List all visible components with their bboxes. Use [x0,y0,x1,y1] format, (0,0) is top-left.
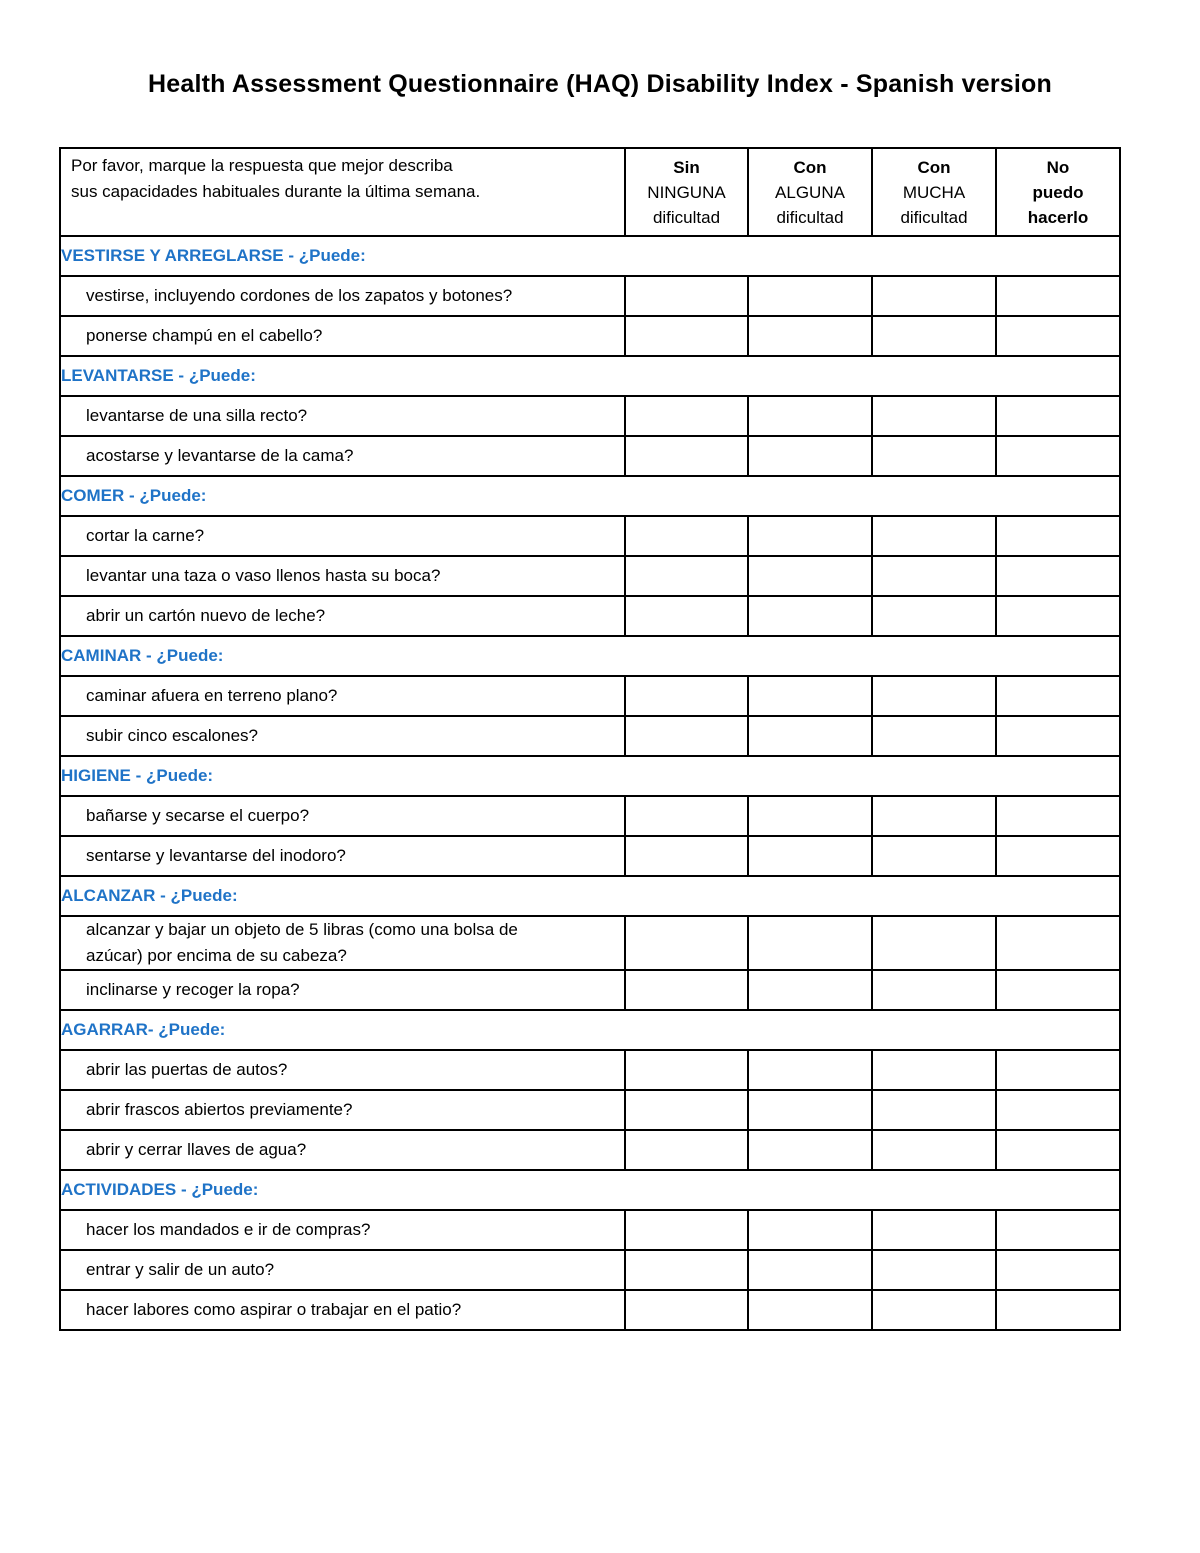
question-row [60,796,1120,836]
question-row [60,916,1120,970]
question-text [60,1090,625,1130]
answer-cell-much[interactable] [872,596,996,636]
answer-cell-unable[interactable] [996,1130,1120,1170]
question-line: levantar una taza o vaso llenos hasta su boca? [86,566,441,585]
question-text [60,516,625,556]
answer-cell-some[interactable] [748,1050,872,1090]
instructions-line: sus capacidades habituales durante la última semana. [71,182,481,201]
answer-cell-none[interactable] [625,676,748,716]
answer-cell-none[interactable] [625,596,748,636]
section-title: ALCANZAR - ¿Puede: [60,876,1120,916]
section-title: ACTIVIDADES - ¿Puede: [60,1170,1120,1210]
answer-cell-some[interactable] [748,1250,872,1290]
question-line: acostarse y levantarse de la cama? [86,446,354,465]
question-text [60,1250,625,1290]
answer-cell-some[interactable] [748,436,872,476]
answer-cell-some[interactable] [748,516,872,556]
answer-cell-much[interactable] [872,1290,996,1330]
question-row [60,836,1120,876]
option-header-line: MUCHA [902,182,966,202]
question-row [60,676,1120,716]
question-row [60,1290,1120,1330]
question-text [60,1130,625,1170]
question-line: entrar y salir de un auto? [86,1260,275,1279]
question-line: abrir las puertas de autos? [86,1060,288,1079]
answer-cell-some[interactable] [748,1210,872,1250]
question-line: cortar la carne? [86,526,205,545]
answer-cell-none[interactable] [625,796,748,836]
option-header-line: dificultad [900,207,968,227]
option-header-some [748,148,872,236]
section-header-row [60,1010,1120,1050]
answer-cell-unable[interactable] [996,396,1120,436]
section-header-row [60,636,1120,676]
answer-cell-much[interactable] [872,276,996,316]
question-text [60,1050,625,1090]
answer-cell-some[interactable] [748,1090,872,1130]
section-header-row [60,356,1120,396]
answer-cell-unable[interactable] [996,716,1120,756]
question-row [60,1210,1120,1250]
answer-cell-unable[interactable] [996,676,1120,716]
question-line: levantarse de una silla recto? [86,406,308,425]
answer-cell-none[interactable] [625,1050,748,1090]
question-text [60,396,625,436]
option-header-line: hacerlo [1027,207,1089,227]
haq-table [59,147,1121,1331]
question-text [60,1290,625,1330]
answer-cell-much[interactable] [872,1050,996,1090]
option-header-line: Sin [673,157,700,177]
option-header-line: NINGUNA [647,182,726,202]
answer-cell-much[interactable] [872,516,996,556]
answer-cell-some[interactable] [748,316,872,356]
answer-cell-much[interactable] [872,676,996,716]
answer-cell-none[interactable] [625,1210,748,1250]
section-header-row [60,1170,1120,1210]
question-row [60,1250,1120,1290]
question-text [60,596,625,636]
haq-table-body [60,148,1120,1330]
question-text [60,316,625,356]
question-line: alcanzar y bajar un objeto de 5 libras (como una bolsa de [86,920,518,939]
answer-cell-some[interactable] [748,396,872,436]
section-header-row [60,756,1120,796]
section-title: LEVANTARSE - ¿Puede: [60,356,1120,396]
instructions-line: Por favor, marque la respuesta que mejor describa [71,156,453,175]
answer-cell-unable[interactable] [996,1090,1120,1130]
question-line: subir cinco escalones? [86,726,258,745]
section-title: HIGIENE - ¿Puede: [60,756,1120,796]
option-header-line: No [1046,157,1070,177]
question-row [60,1090,1120,1130]
section-header-row [60,476,1120,516]
answer-cell-much[interactable] [872,556,996,596]
option-header-none [625,148,748,236]
section-title: VESTIRSE Y ARREGLARSE - ¿Puede: [60,236,1120,276]
section-title: AGARRAR- ¿Puede: [60,1010,1120,1050]
answer-cell-some[interactable] [748,676,872,716]
question-row [60,1130,1120,1170]
answer-cell-much[interactable] [872,836,996,876]
answer-cell-unable[interactable] [996,436,1120,476]
answer-cell-some[interactable] [748,276,872,316]
answer-cell-unable[interactable] [996,796,1120,836]
answer-cell-unable[interactable] [996,1250,1120,1290]
answer-cell-some[interactable] [748,796,872,836]
section-header-row [60,876,1120,916]
question-row [60,1050,1120,1090]
answer-cell-much[interactable] [872,1250,996,1290]
answer-cell-none[interactable] [625,396,748,436]
answer-cell-some[interactable] [748,836,872,876]
section-title: CAMINAR - ¿Puede: [60,636,1120,676]
question-line: vestirse, incluyendo cordones de los zapatos y botones? [86,286,513,305]
question-row [60,396,1120,436]
answer-cell-none[interactable] [625,316,748,356]
answer-cell-much[interactable] [872,1210,996,1250]
question-text [60,836,625,876]
answer-cell-some[interactable] [748,1290,872,1330]
option-header-line: Con [793,157,827,177]
question-line: inclinarse y recoger la ropa? [86,980,300,999]
answer-cell-unable[interactable] [996,970,1120,1010]
answer-cell-none[interactable] [625,1250,748,1290]
answer-cell-unable[interactable] [996,1290,1120,1330]
answer-cell-much[interactable] [872,1130,996,1170]
option-header-much [872,148,996,236]
answer-cell-much[interactable] [872,716,996,756]
option-header-line: puedo [1032,182,1084,202]
option-header-line: dificultad [652,207,721,227]
question-line: bañarse y secarse el cuerpo? [86,806,310,825]
answer-cell-none[interactable] [625,970,748,1010]
question-text [60,276,625,316]
answer-cell-unable[interactable] [996,276,1120,316]
header-row [60,148,1120,236]
question-line: abrir y cerrar llaves de agua? [86,1140,307,1159]
question-text [60,436,625,476]
answer-cell-much[interactable] [872,970,996,1010]
answer-cell-much[interactable] [872,1090,996,1130]
answer-cell-unable[interactable] [996,516,1120,556]
question-row [60,556,1120,596]
answer-cell-some[interactable] [748,716,872,756]
answer-cell-none[interactable] [625,1090,748,1130]
answer-cell-unable[interactable] [996,1050,1120,1090]
section-header-row [60,236,1120,276]
answer-cell-unable[interactable] [996,316,1120,356]
answer-cell-much[interactable] [872,316,996,356]
answer-cell-none[interactable] [625,836,748,876]
question-text [60,796,625,836]
question-row [60,276,1120,316]
question-line: hacer labores como aspirar o trabajar en el patio? [86,1300,462,1319]
question-line: ponerse champú en el cabello? [86,326,323,345]
question-row [60,436,1120,476]
question-row [60,516,1120,556]
answer-cell-some[interactable] [748,556,872,596]
question-line: caminar afuera en terreno plano? [86,686,338,705]
question-text [60,970,625,1010]
answer-cell-unable[interactable] [996,916,1120,970]
answer-cell-none[interactable] [625,1290,748,1330]
question-text [60,556,625,596]
question-row [60,316,1120,356]
answer-cell-some[interactable] [748,916,872,970]
question-row [60,596,1120,636]
option-header-line: ALGUNA [775,182,845,202]
question-line: hacer los mandados e ir de compras? [86,1220,371,1239]
answer-cell-unable[interactable] [996,1210,1120,1250]
section-title: COMER - ¿Puede: [60,476,1120,516]
answer-cell-none[interactable] [625,556,748,596]
question-text [60,916,625,970]
question-line: abrir un cartón nuevo de leche? [86,606,326,625]
answer-cell-none[interactable] [625,1130,748,1170]
question-line: azúcar) por encima de su cabeza? [86,946,347,965]
option-header-line: dificultad [776,207,844,227]
page-title: Health Assessment Questionnaire (HAQ) Disability Index - Spanish version [148,70,1052,98]
answer-cell-unable[interactable] [996,556,1120,596]
question-line: abrir frascos abiertos previamente? [86,1100,353,1119]
question-line: sentarse y levantarse del inodoro? [86,846,346,865]
question-row [60,970,1120,1010]
answer-cell-some[interactable] [748,596,872,636]
answer-cell-some[interactable] [748,970,872,1010]
answer-cell-much[interactable] [872,916,996,970]
answer-cell-unable[interactable] [996,836,1120,876]
answer-cell-much[interactable] [872,436,996,476]
answer-cell-none[interactable] [625,276,748,316]
answer-cell-much[interactable] [872,396,996,436]
answer-cell-none[interactable] [625,516,748,556]
instructions [60,148,625,236]
answer-cell-some[interactable] [748,1130,872,1170]
question-text [60,716,625,756]
option-header-line: Con [917,157,951,177]
question-text [60,1210,625,1250]
option-header-unable [996,148,1120,236]
answer-cell-none[interactable] [625,716,748,756]
question-row [60,716,1120,756]
answer-cell-none[interactable] [625,916,748,970]
question-text [60,676,625,716]
answer-cell-unable[interactable] [996,596,1120,636]
answer-cell-much[interactable] [872,796,996,836]
answer-cell-none[interactable] [625,436,748,476]
